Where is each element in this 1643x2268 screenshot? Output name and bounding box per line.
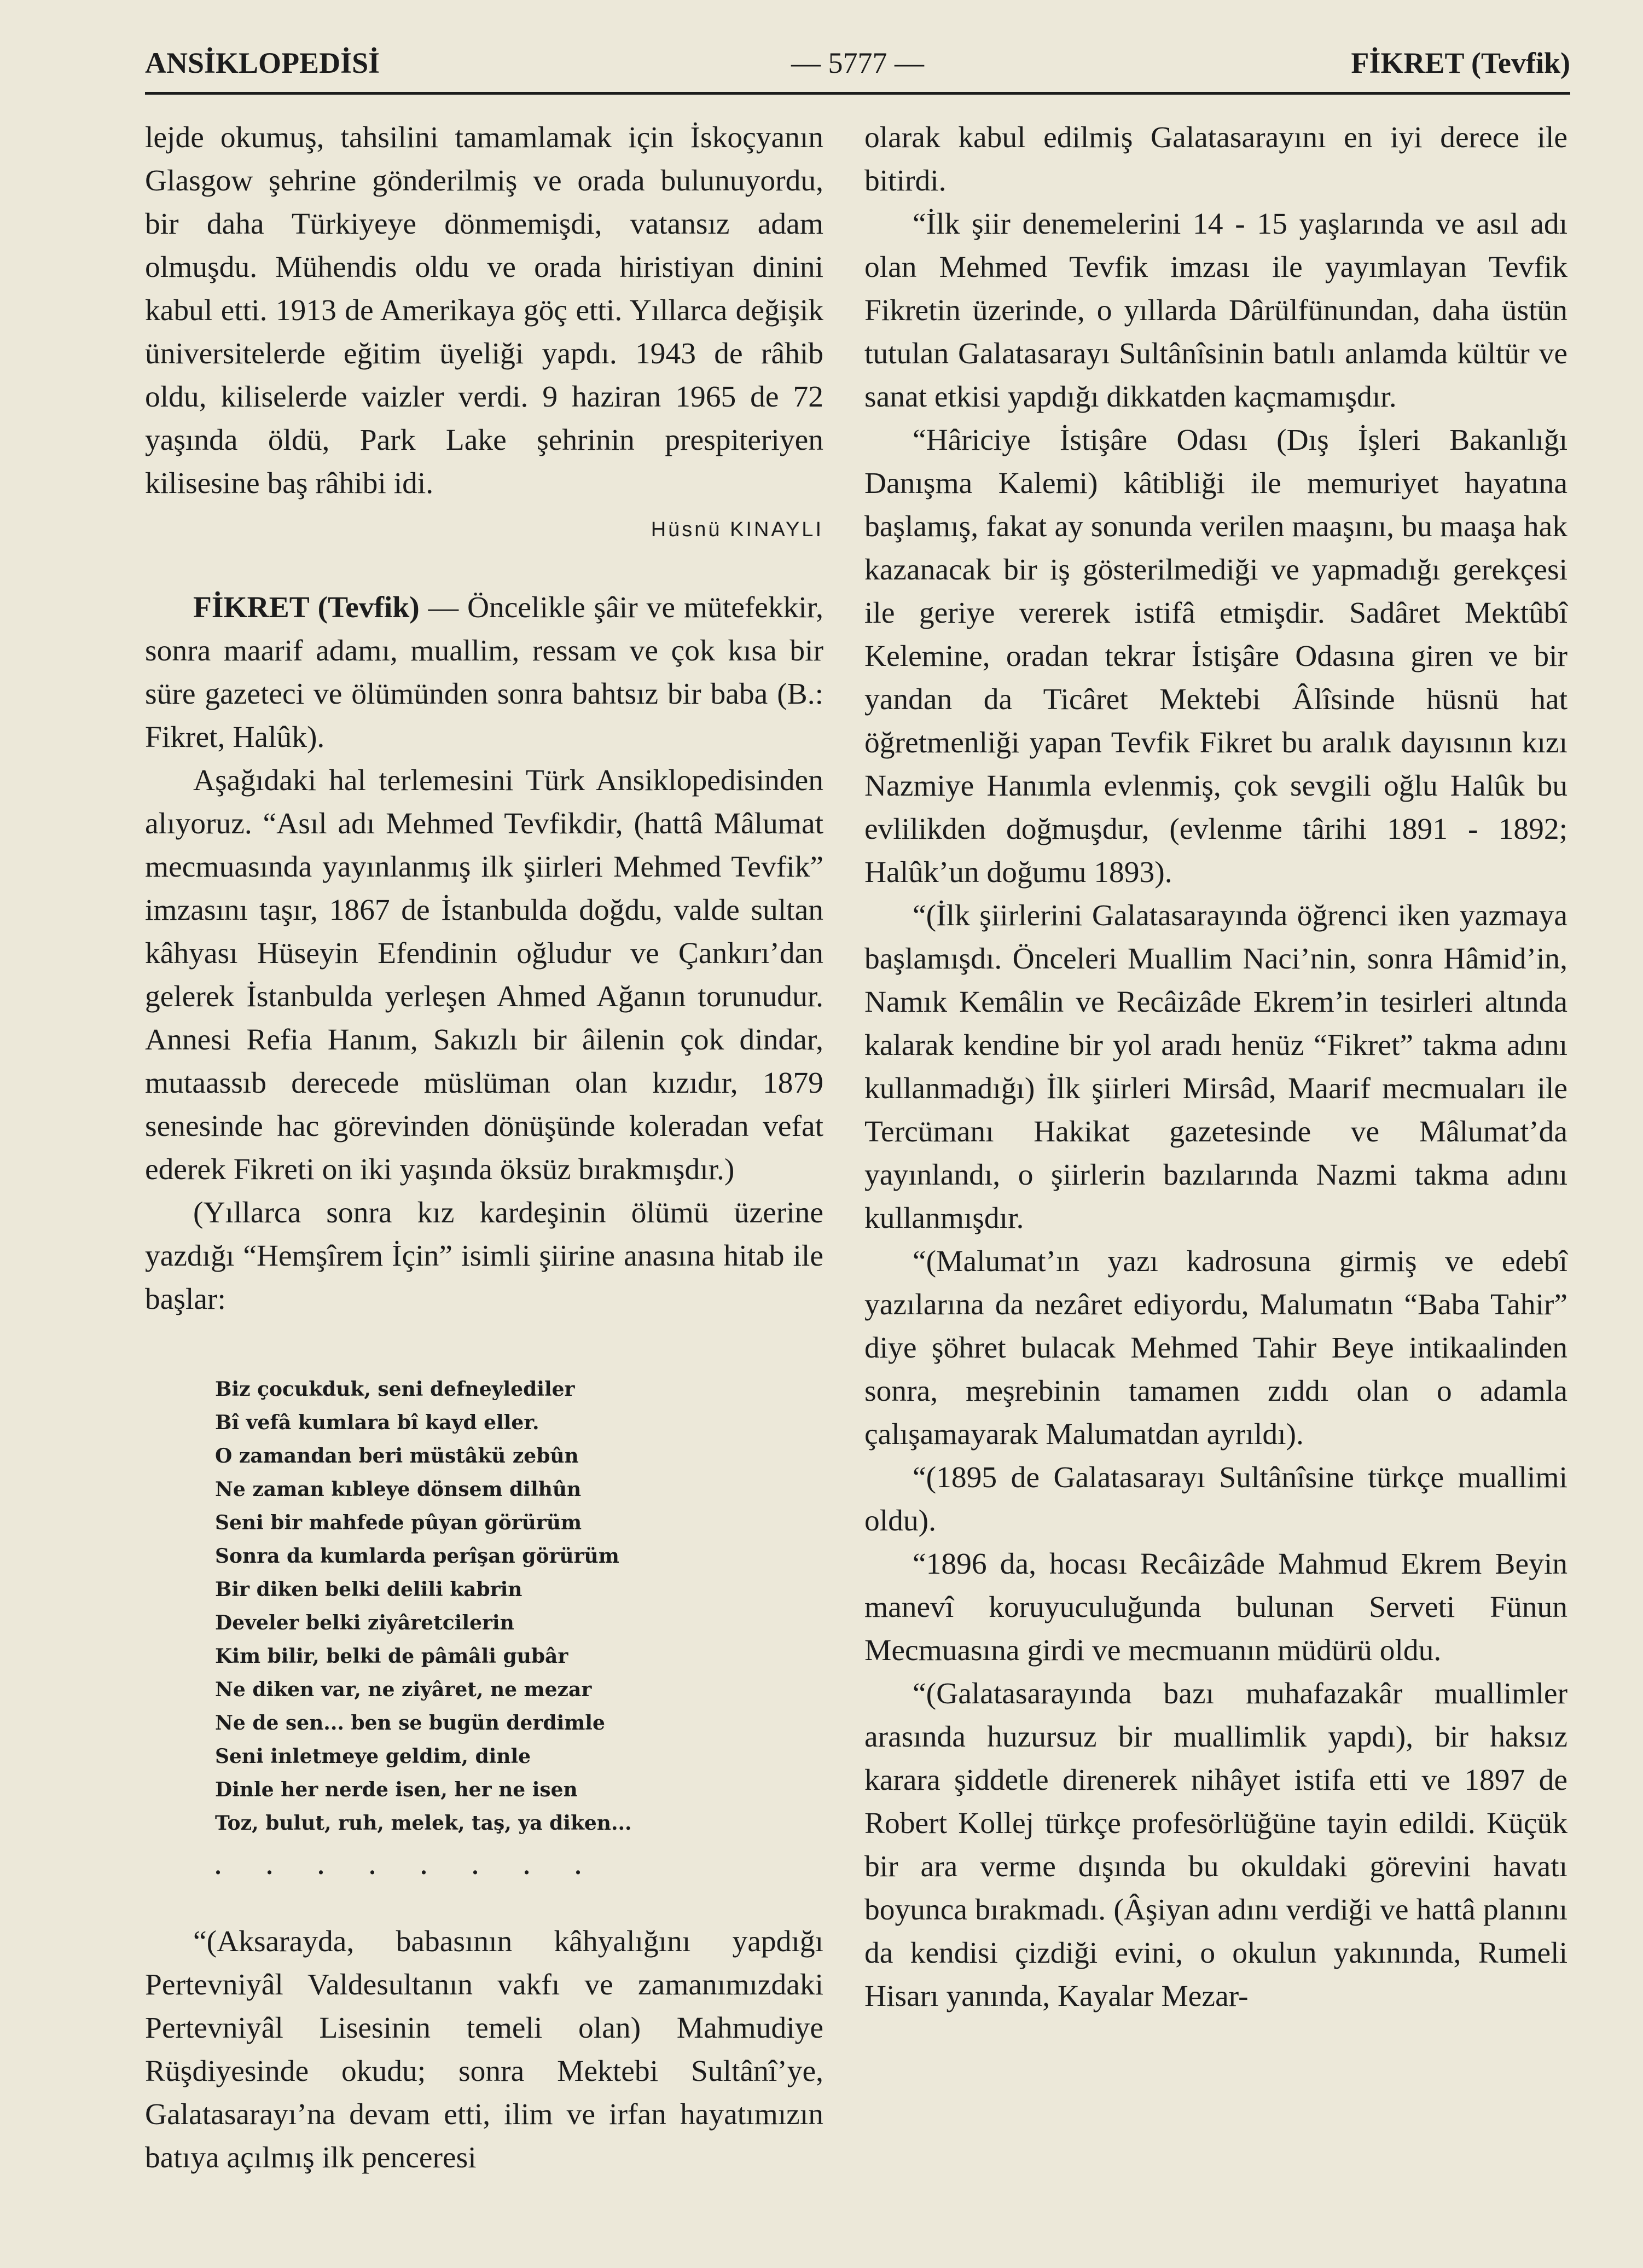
poem-line: Seni bir mahfede pûyan görürüm (215, 1511, 582, 1534)
right-paragraph-1: olarak kabul edilmiş Galatasarayını en iyi derece ile bitirdi. (864, 121, 1567, 198)
left-paragraph-3: (Yıllarca sonra kız kardeşinin ölümü üzerine yazdığı “Hemşîrem İçin” isimli şiirine anasına hitab ile başlar: (145, 1196, 823, 1316)
poem-line: Ne diken var, ne ziyâret, ne mezar (215, 1678, 592, 1701)
poem-line: Toz, bulut, ruh, melek, taş, ya diken... (215, 1812, 632, 1835)
poem-line: Bir diken belki delili kabrin (215, 1578, 522, 1601)
right-paragraph-8: “(Galatasarayında bazı muhafazakâr muallimler arasında huzursuz bir muallimlik yapdı), bir haksız karara şiddetle direnerek nihâyet istifa etti ve 1897 de Robert Kollej türkçe profesörlüğüne tayin edildi. Küçük bir ara verme dışında bu okuldaki görevini havatı boyunca bırakmadı. (Âşiyan adını verdiği ve hattâ planını da kendisi çizdiği evini, o okulun yakınında, Rumeli Hisarı yanında, Kayalar Mezar- (864, 1677, 1567, 2013)
poem-line: Dinle her nerde isen, her ne isen (215, 1778, 578, 1801)
header-rule (145, 92, 1570, 95)
poem-block (215, 1373, 823, 1840)
left-paragraph-2: Aşağıdaki hal terlemesini Türk Ansiklopedisinden alıyoruz. “Asıl adı Mehmed Tevfikdir, (hattâ Mâlumat mecmuasında yayınlanmış ilk şiirleri Mehmed Tevfik” imzasını taşır, 1867 de İstanbulda doğdu, valde sultan kâhyası Hüseyin Efendinin oğludur ve Çankırı’dan gelerek İstanbulda yerleşen Ahmed Ağanın torunudur. Annesi Refia Hanım, Sakızlı bir âilenin çok dindar, mutaassıb derecede müslüman olan kızıdır, 1879 senesinde hac görevinden dönüşünde koleradan vefat ederek Fikreti on iki yaşında öksüz bırakmışdır.) (145, 764, 823, 1186)
left-column (145, 116, 823, 2179)
right-paragraph-4: “(İlk şiirlerini Galatasarayında öğrenci iken yazmaya başlamışdı. Önceleri Muallim Naci’nin, sonra Hâmid’in, Namık Kemâlin ve Recâizâde Ekrem’in tesirleri altında kalarak kendine bir yol aradı henüz “Fikret” takma adını kullanmadığı) İlk şiirleri Mirsâd, Maarif mecmuaları ile Tercümanı Hakikat gazetesinde ve Mâlumat’da yayınlandı, o şiirlerin bazılarında Nazmi takma adını kullanmışdır. (864, 899, 1567, 1235)
poem-line: Bî vefâ kumlara bî kayd eller. (215, 1411, 539, 1434)
right-paragraph-6: “(1895 de Galatasarayı Sultânîsine türkçe muallimi oldu). (864, 1461, 1567, 1538)
right-paragraph-2: “İlk şiir denemelerini 14 - 15 yaşlarında ve asıl adı olan Mehmed Tevfik imzası ile yayımlayan Tevfik Fikretin üzerinde, o yıllarda Dârülfünundan, daha üstün tutulan Galatasarayı Sultânîsinin batılı anlamda kültür ve sanat etkisi yapdığı dikkatden kaçmamışdır. (864, 207, 1567, 414)
poem-line: Kim bilir, belki de pâmâli gubâr (215, 1645, 568, 1668)
poem-line: Sonra da kumlarda perîşan görürüm (215, 1545, 619, 1568)
author-signature: Hüsnü KINAYLI (651, 518, 823, 541)
poem-line: Ne de sen... ben se bugün derdimle (215, 1712, 605, 1735)
right-column (864, 116, 1567, 2018)
poem-line: O zamandan beri müstâkü zebûn (215, 1445, 579, 1467)
header-left-title: ANSİKLOPEDİSİ (145, 47, 380, 79)
right-paragraph-3: “Hâriciye İstişâre Odası (Dış İşleri Bakanlığı Danışma Kalemi) kâtibliği ile memuriyet hayatına başlamış, fakat ay sonunda verilen maaşını, bu maaşa hak kazanacak bir iş gösterilmediği ve yapmadığı gerekçesi ile geriye vererek istifâ etmişdir. Sadâret Mektûbî Kelemine, oradan tekrar İstişâre Odasına giren ve bir yandan da Ticâret Mektebi Âlîsinde hüsnü hat öğretmenliği yapan Tevfik Fikret bu aralık dayısının kızı Nazmiye Hanımla evlenmiş, çok sevgili oğlu Halûk bu evlilikden doğmuşdur, (evlenme târihi 1891 - 1892; Halûk’un doğumu 1893). (864, 424, 1567, 889)
running-header (145, 38, 1570, 93)
entry-title: FİKRET (Tevfik) (193, 591, 420, 624)
entry-heading-paragraph (145, 586, 823, 759)
poem-line: Biz çocukduk, seni defneylediler (215, 1378, 575, 1401)
right-paragraph-5: “(Malumat’ın yazı kadrosuna girmiş ve edebî yazılarına da nezâret ediyordu, Malumatın “Baba Tahir” diye şöhret bulacak Mehmed Tahir Beye intikaalinden sonra, meşrebinin tamamen zıddı olan o adamla çalışamayarak Malumatdan ayrıldı). (864, 1245, 1567, 1451)
poem-ellipsis: . . . . . . . . (215, 1853, 601, 1880)
left-paragraph-4: “(Aksarayda, babasının kâhyalığını yapdığı Pertevniyâl Valdesultanın vakfı ve zamanımızdaki Pertevniyâl Lisesinin temeli olan) Mahmudiye Rüşdiyesinde okudu; sonra Mektebi Sultânî’ye, Galatasarayı’na devam etti, ilim ve irfan hayatımızın batıya açılmış ilk penceresi (145, 1925, 823, 2174)
poem-line: Ne zaman kıbleye dönsem dilhûn (215, 1478, 582, 1501)
poem-line: Seni inletmeye geldim, dinle (215, 1745, 531, 1768)
left-paragraph-1: lejde okumuş, tahsilini tamamlamak için İskoçyanın Glasgow şehrine gönderilmiş ve orada bulunuyordu, bir daha Türkiyeye dönmemişdi, vatansız adam olmuşdu. Mühendis oldu ve orada hiristiyan dinini kabul etti. 1913 de Amerikaya göç etti. Yıllarca değişik üniversitelerde eğitim üyeliği yapdı. 1943 de râhib oldu, kiliselerde vaizler verdi. 9 haziran 1965 de 72 yaşında öldü, Park Lake şehrinin prespiteriyen kilisesine baş râhibi idi. (145, 121, 823, 500)
entry-intro: — Öncelikle şâir ve mütefekkir, sonra maarif adamı, muallim, ressam ve çok kısa bir süre gazeteci ve ölümünden sonra bahtsız bir baba (B.: Fikret, Halûk). (145, 591, 823, 754)
poem-line: Develer belki ziyâretcilerin (215, 1611, 514, 1634)
page-number: — 5777 — (791, 47, 924, 79)
header-right-title: FİKRET (Tevfik) (1351, 47, 1570, 79)
right-paragraph-7: “1896 da, hocası Recâizâde Mahmud Ekrem Beyin manevî koruyuculuğunda bulunan Serveti Fünun Mecmuasına girdi ve mecmuanın müdürü oldu. (864, 1547, 1567, 1667)
